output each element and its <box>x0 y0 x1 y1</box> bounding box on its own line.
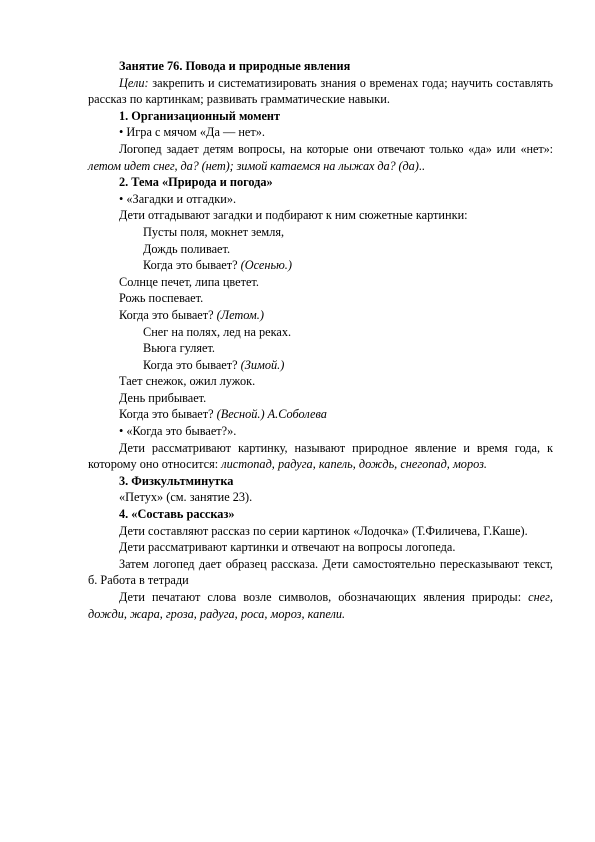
section-1-game: • Игра с мячом «Да — нет». <box>119 125 265 140</box>
riddle-1-question <box>88 257 553 274</box>
riddle-3-question <box>88 357 553 374</box>
section-3-heading: 3. Физкультминутка <box>119 473 234 488</box>
section-4-instructions: Дети печатают слова возле символов, обозначающих явления природы: <box>119 590 529 604</box>
riddle-3-answer: (Зимой.) <box>240 357 285 372</box>
goals-text: закрепить и систематизировать знания о временах года; научить составлять рассказ по картинкам; развивать грамматические навыки. <box>88 75 553 107</box>
goals-paragraph <box>88 75 553 108</box>
section-2-heading: 2. Тема «Природа и погода» <box>119 175 273 190</box>
riddle-2-answer: (Летом.) <box>216 307 264 322</box>
section-1-text <box>88 141 553 174</box>
section-2-words: листопад, радуга, капель, дождь, снегопад, мороз. <box>221 457 487 472</box>
section-1-examples: летом идет снег, да? (нет); зимой катаемся на лыжах да? (да) <box>88 158 419 173</box>
section-3-text: «Петух» (см. занятие 23). <box>119 490 253 505</box>
section-4-words: снег, дожди, жара, гроза, радуга, роса, мороз, капели. <box>88 590 553 621</box>
riddle-3-line-1: Снег на полях, лед на реках. <box>143 324 292 339</box>
riddle-1-line-1: Пусты поля, мокнет земля, <box>143 224 285 239</box>
riddle-4-question-text: Когда это бывает? <box>119 407 217 422</box>
section-4-heading: 4. «Составь рассказ» <box>119 507 235 522</box>
section-1-tail: .. <box>418 158 425 173</box>
riddle-2-question-text: Когда это бывает? <box>119 307 217 322</box>
section-2-text <box>88 440 553 473</box>
section-1-heading: 1. Организационный момент <box>119 108 281 123</box>
section-4-paragraph-2: Дети рассматривают картинки и отвечают на вопросы логопеда. <box>119 540 456 555</box>
section-4-paragraph-4 <box>88 589 553 622</box>
riddle-4-answer: (Весной.) А.Соболева <box>216 407 327 422</box>
section-2-instructions: Дети рассматривают картинку, называют природное явление и время года, к которому оно относится: <box>88 440 553 472</box>
riddle-3-question-text: Когда это бывает? <box>143 357 241 372</box>
goals-label: Цели: <box>119 75 149 90</box>
section-2-game: • «Загадки и отгадки». <box>119 191 237 206</box>
riddle-2-line-1: Солнце печет, липа цветет. <box>119 274 259 289</box>
riddle-1-answer: (Осенью.) <box>240 258 292 273</box>
riddle-4-line-2: День прибывает. <box>119 390 207 405</box>
riddle-2-line-2: Рожь поспевает. <box>119 291 204 306</box>
section-4-paragraph-1: Дети составляют рассказ по серии картинок «Лодочка» (Т.Филичева, Г.Каше). <box>119 523 528 538</box>
riddle-4-line-1: Тает снежок, ожил лужок. <box>119 374 256 389</box>
section-2-game-2: • «Когда это бывает?». <box>119 424 237 439</box>
section-4-paragraph-3: Затем логопед дает образец рассказа. Дети самостоятельно пересказывают текст, б. Работа в тетради <box>88 556 553 588</box>
document-page <box>88 58 553 622</box>
riddle-2-question <box>88 307 553 324</box>
lesson-title: Занятие 76. Повода и природные явления <box>119 59 351 73</box>
riddle-3-line-2: Вьюга гуляет. <box>143 341 215 356</box>
section-1-instructions: Логопед задает детям вопросы, на которые они отвечают только «да» или «нет»: <box>119 141 553 156</box>
riddle-4-question <box>88 406 553 423</box>
riddle-1-line-2: Дождь поливает. <box>143 241 231 256</box>
riddle-1-question-text: Когда это бывает? <box>143 258 241 273</box>
section-2-intro: Дети отгадывают загадки и подбирают к ним сюжетные картинки: <box>119 208 468 223</box>
